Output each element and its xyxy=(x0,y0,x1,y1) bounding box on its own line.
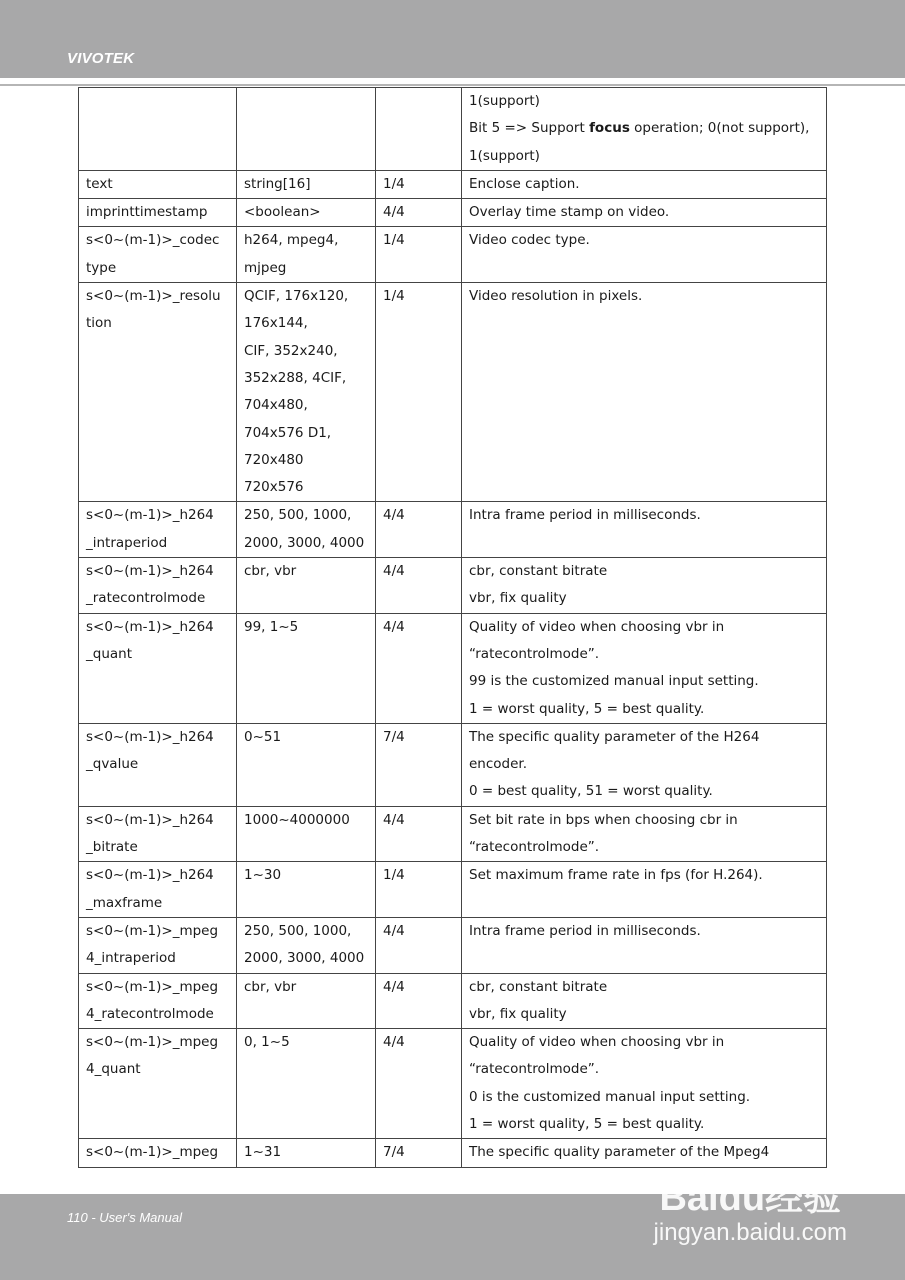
page-footer xyxy=(0,1177,905,1280)
table-row xyxy=(79,283,827,502)
cell-line: Overlay time stamp on video. xyxy=(469,204,670,221)
cell-line: 1000~4000000 xyxy=(244,811,350,828)
table-row xyxy=(79,199,827,227)
description-cell xyxy=(462,862,827,918)
cell-line: 7/4 xyxy=(383,728,405,745)
security-cell xyxy=(376,613,462,723)
param-name-cell xyxy=(79,227,237,283)
param-name-cell xyxy=(79,862,237,918)
text-segment: operation; 0(not support), xyxy=(629,120,810,137)
cell-line: Set bit rate in bps when choosing cbr in xyxy=(469,811,738,828)
cell-line: s<0~(m-1)>_resolu xyxy=(86,288,221,305)
value-cell xyxy=(237,806,376,862)
description-cell xyxy=(462,917,827,973)
cell-line: _qvalue xyxy=(86,756,139,773)
cell-line: Enclose caption. xyxy=(469,175,580,192)
value-cell xyxy=(237,723,376,806)
table-row xyxy=(79,723,827,806)
table-row xyxy=(79,862,827,918)
cell-line: <boolean> xyxy=(244,204,321,221)
cell-line: 4/4 xyxy=(383,922,405,939)
watermark-logo: Baidu经验 xyxy=(659,1177,842,1219)
description-cell xyxy=(462,1139,827,1167)
cell-line: Video resolution in pixels. xyxy=(469,288,643,305)
table-row xyxy=(79,227,827,283)
value-cell xyxy=(237,170,376,198)
cell-line: vbr, fix quality xyxy=(469,590,567,607)
description-cell xyxy=(462,1029,827,1139)
security-cell xyxy=(376,917,462,973)
cell-line: s<0~(m-1)>_h264 xyxy=(86,507,214,524)
cell-line: Set maximum frame rate in fps (for H.264). xyxy=(469,867,763,884)
security-cell xyxy=(376,1029,462,1139)
cell-line: type xyxy=(86,259,117,276)
cell-line: 1~31 xyxy=(244,1144,282,1161)
cell-line: 1/4 xyxy=(383,867,405,884)
cell-line: “ratecontrolmode”. xyxy=(469,645,600,662)
param-name-cell xyxy=(79,199,237,227)
page-number: 110 - User's Manual xyxy=(67,1210,182,1225)
cell-line: 7/4 xyxy=(383,1144,405,1161)
cell-line: “ratecontrolmode”. xyxy=(469,1061,600,1078)
description-cell xyxy=(462,558,827,614)
cell-line xyxy=(469,115,820,142)
cell-line: 4/4 xyxy=(383,618,405,635)
cell-line: s<0~(m-1)>_h264 xyxy=(86,728,214,745)
cell-line: 1(support) xyxy=(469,147,540,164)
cell-line: s<0~(m-1)>_mpeg xyxy=(86,1034,219,1051)
cell-line: s<0~(m-1)>_mpeg xyxy=(86,1144,219,1161)
security-cell xyxy=(376,1139,462,1167)
cell-line: 720x576 xyxy=(244,479,304,496)
page-header xyxy=(0,0,905,78)
value-cell xyxy=(237,227,376,283)
table-row xyxy=(79,973,827,1029)
cell-line: 2000, 3000, 4000 xyxy=(244,950,365,967)
cell-line: 4_intraperiod xyxy=(86,950,176,967)
description-cell xyxy=(462,723,827,806)
value-cell xyxy=(237,1139,376,1167)
baidu-watermark xyxy=(654,1176,847,1246)
cell-line: cbr, vbr xyxy=(244,978,297,995)
value-cell xyxy=(237,917,376,973)
cell-line: 352x288, 4CIF, xyxy=(244,369,347,386)
cell-line: 4/4 xyxy=(383,204,405,221)
param-name-cell xyxy=(79,502,237,558)
description-cell xyxy=(462,283,827,502)
cell-line: cbr, vbr xyxy=(244,563,297,580)
description-cell xyxy=(462,502,827,558)
cell-line: 4_ratecontrolmode xyxy=(86,1005,214,1022)
cell-line: 0 is the customized manual input setting. xyxy=(469,1088,751,1105)
table-row xyxy=(79,1139,827,1167)
value-cell xyxy=(237,88,376,171)
description-cell xyxy=(462,613,827,723)
cell-line: 99, 1~5 xyxy=(244,618,299,635)
cell-line: imprinttimestamp xyxy=(86,204,208,221)
cell-line: 704x480, xyxy=(244,397,308,414)
cell-line: Video codec type. xyxy=(469,232,590,249)
cell-line: 1~30 xyxy=(244,867,282,884)
cell-line: 1/4 xyxy=(383,175,405,192)
table-row xyxy=(79,170,827,198)
cell-line: 2000, 3000, 4000 xyxy=(244,534,365,551)
cell-line: Quality of video when choosing vbr in xyxy=(469,618,725,635)
security-cell xyxy=(376,170,462,198)
cell-line: Intra frame period in milliseconds. xyxy=(469,922,701,939)
security-cell xyxy=(376,227,462,283)
text-segment: Bit 5 => Support xyxy=(469,120,590,137)
value-cell xyxy=(237,199,376,227)
brand-logo: VIVOTEK xyxy=(67,50,135,67)
cell-line: QCIF, 176x120, xyxy=(244,288,349,305)
cell-line: cbr, constant bitrate xyxy=(469,563,608,580)
cell-line: s<0~(m-1)>_mpeg xyxy=(86,978,219,995)
cell-line: s<0~(m-1)>_h264 xyxy=(86,618,214,635)
watermark-url: jingyan.baidu.com xyxy=(653,1219,847,1246)
description-cell xyxy=(462,227,827,283)
security-cell xyxy=(376,973,462,1029)
cell-line: 0, 1~5 xyxy=(244,1034,290,1051)
value-cell xyxy=(237,502,376,558)
cell-line: Quality of video when choosing vbr in xyxy=(469,1034,725,1051)
cell-line: vbr, fix quality xyxy=(469,1005,567,1022)
param-name-cell xyxy=(79,1029,237,1139)
value-cell xyxy=(237,558,376,614)
param-name-cell xyxy=(79,88,237,171)
table-row xyxy=(79,558,827,614)
description-cell xyxy=(462,973,827,1029)
cell-line: s<0~(m-1)>_h264 xyxy=(86,811,214,828)
value-cell xyxy=(237,862,376,918)
value-cell xyxy=(237,1029,376,1139)
cell-line: _quant xyxy=(86,645,132,662)
cell-line: 0~51 xyxy=(244,728,282,745)
bold-text: focus xyxy=(589,120,630,137)
cell-line: 1(support) xyxy=(469,93,540,109)
param-name-cell xyxy=(79,613,237,723)
cell-line: 1 = worst quality, 5 = best quality. xyxy=(469,700,705,717)
cell-line: 4/4 xyxy=(383,811,405,828)
cell-line: 704x576 D1, xyxy=(244,424,332,441)
value-cell xyxy=(237,613,376,723)
cell-line: s<0~(m-1)>_mpeg xyxy=(86,922,219,939)
cell-line: mjpeg xyxy=(244,259,287,276)
cell-line: The specific quality parameter of the Mpeg4 xyxy=(469,1144,770,1161)
description-cell xyxy=(462,806,827,862)
param-name-cell xyxy=(79,917,237,973)
param-name-cell xyxy=(79,558,237,614)
cell-line: 250, 500, 1000, xyxy=(244,507,352,524)
description-cell xyxy=(462,199,827,227)
cell-line: _ratecontrolmode xyxy=(86,590,206,607)
description-cell xyxy=(462,88,827,171)
cell-line: _bitrate xyxy=(86,839,138,856)
cell-line: 1/4 xyxy=(383,288,405,305)
param-name-cell xyxy=(79,806,237,862)
security-cell xyxy=(376,88,462,171)
param-name-cell xyxy=(79,283,237,502)
security-cell xyxy=(376,199,462,227)
table-row xyxy=(79,613,827,723)
cell-line: s<0~(m-1)>_codec xyxy=(86,232,220,249)
cell-line: 0 = best quality, 51 = worst quality. xyxy=(469,783,713,800)
cell-line: text xyxy=(86,175,113,192)
cell-line: The specific quality parameter of the H264 xyxy=(469,728,760,745)
cell-line: string[16] xyxy=(244,175,311,192)
cell-line: Intra frame period in milliseconds. xyxy=(469,507,701,524)
cell-line: 4_quant xyxy=(86,1061,141,1078)
cell-line: 4/4 xyxy=(383,1034,405,1051)
cell-line: 1 = worst quality, 5 = best quality. xyxy=(469,1115,705,1132)
description-cell xyxy=(462,170,827,198)
security-cell xyxy=(376,806,462,862)
security-cell xyxy=(376,723,462,806)
cell-line: “ratecontrolmode”. xyxy=(469,839,600,856)
cell-line: s<0~(m-1)>_h264 xyxy=(86,867,214,884)
table-row xyxy=(79,502,827,558)
cell-line: 4/4 xyxy=(383,978,405,995)
cell-line: 720x480 xyxy=(244,451,304,468)
security-cell xyxy=(376,862,462,918)
cell-line: cbr, constant bitrate xyxy=(469,978,608,995)
cell-line: 4/4 xyxy=(383,563,405,580)
value-cell xyxy=(237,283,376,502)
parameter-table xyxy=(78,87,827,1168)
cell-line: _maxframe xyxy=(86,894,163,911)
param-name-cell xyxy=(79,170,237,198)
security-cell xyxy=(376,502,462,558)
table-row xyxy=(79,1029,827,1139)
security-cell xyxy=(376,283,462,502)
value-cell xyxy=(237,973,376,1029)
cell-line: 176x144, xyxy=(244,315,308,332)
table-row xyxy=(79,88,827,171)
cell-line: h264, mpeg4, xyxy=(244,232,339,249)
param-name-cell xyxy=(79,973,237,1029)
header-divider xyxy=(0,84,905,86)
cell-line: CIF, 352x240, xyxy=(244,342,338,359)
security-cell xyxy=(376,558,462,614)
param-name-cell xyxy=(79,723,237,806)
cell-line: 250, 500, 1000, xyxy=(244,922,352,939)
cell-line: s<0~(m-1)>_h264 xyxy=(86,563,214,580)
cell-line: 1/4 xyxy=(383,232,405,249)
cell-line: 4/4 xyxy=(383,507,405,524)
table-row xyxy=(79,806,827,862)
cell-line: encoder. xyxy=(469,756,528,773)
cell-line: 99 is the customized manual input setting. xyxy=(469,673,759,690)
cell-line: _intraperiod xyxy=(86,534,168,551)
table-row xyxy=(79,917,827,973)
cell-line: tion xyxy=(86,315,112,332)
param-name-cell xyxy=(79,1139,237,1167)
